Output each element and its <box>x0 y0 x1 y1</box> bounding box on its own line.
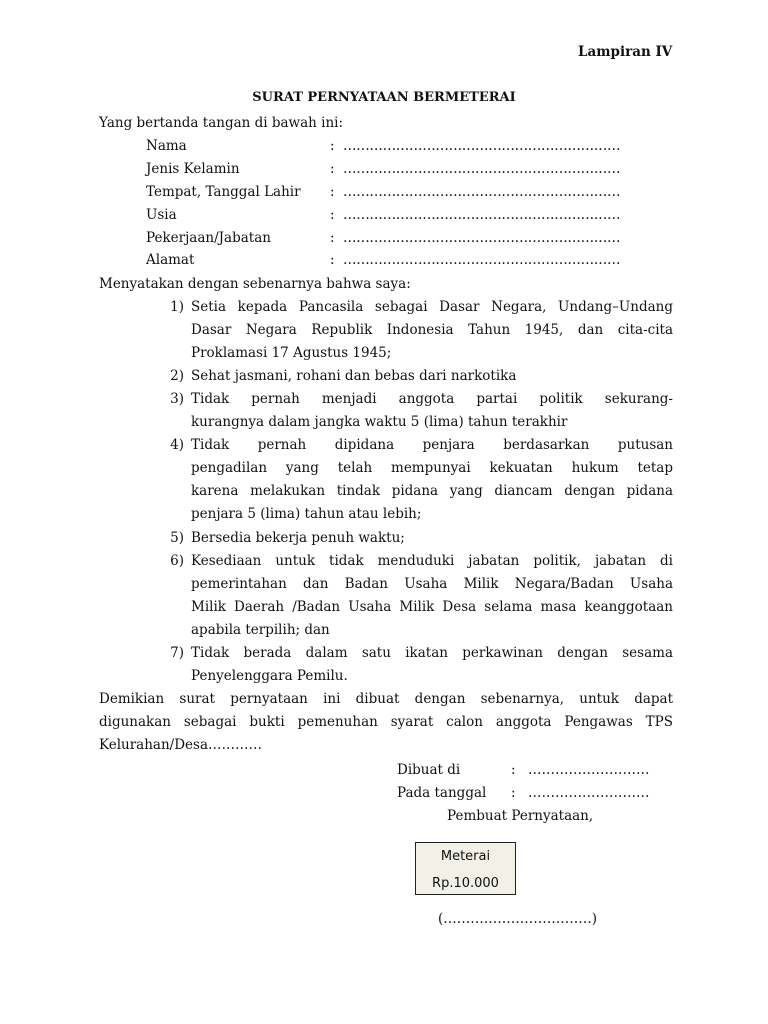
stamp-value: Rp.10.000 <box>432 876 499 891</box>
date-label: Pada tanggal <box>397 785 487 801</box>
statement-line: penjara 5 (lima) tahun atau lebih; <box>191 506 422 522</box>
date-field[interactable]: ……………………… <box>528 785 650 801</box>
field-label-pekerjaan-jabatan: Pekerjaan/Jabatan <box>146 230 271 246</box>
field-value-tempat-tanggal-lahir[interactable]: ……………………………………………………… <box>343 184 621 200</box>
attachment-label: Lampiran IV <box>578 44 673 60</box>
statement-number: 5) <box>170 530 184 546</box>
field-value-pekerjaan-jabatan[interactable]: ……………………………………………………… <box>343 230 621 246</box>
statement-line: Sehat jasmani, rohani dan bebas dari narkotika <box>191 368 517 384</box>
statement-line: Dasar Negara Republik Indonesia Tahun 1945, dan cita-cita <box>191 322 673 338</box>
statement-line: Tidak berada dalam satu ikatan perkawinan dengan sesama <box>191 645 673 661</box>
statement-number: 6) <box>170 553 184 569</box>
statement-line: karena melakukan tindak pidana yang diancam dengan pidana <box>191 483 673 499</box>
field-label-jenis-kelamin: Jenis Kelamin <box>146 161 240 177</box>
stamp-title: Meterai <box>440 849 491 864</box>
field-colon: : <box>330 161 335 177</box>
statement-line: Kesediaan untuk tidak menduduki jabatan politik, jabatan di <box>191 553 673 569</box>
closing-line: Kelurahan/Desa………… <box>99 737 263 753</box>
statement-intro: Menyatakan dengan sebenarnya bahwa saya: <box>99 276 411 292</box>
statement-line: Setia kepada Pancasila sebagai Dasar Negara, Undang–Undang <box>191 299 673 315</box>
statement-number: 1) <box>170 299 184 315</box>
statement-number: 7) <box>170 645 184 661</box>
statement-line: Penyelenggara Pemilu. <box>191 668 348 684</box>
statement-line: Tidak pernah dipidana penjara berdasarkan putusan <box>191 437 673 453</box>
place-label: Dibuat di <box>397 762 461 778</box>
field-value-alamat[interactable]: ……………………………………………………… <box>343 252 621 268</box>
field-value-nama[interactable]: ……………………………………………………… <box>343 138 621 154</box>
closing-line: digunakan sebagai bukti pemenuhan syarat calon anggota Pengawas TPS <box>99 714 673 730</box>
statement-line: pemerintahan dan Badan Usaha Milik Negara/Badan Usaha <box>191 576 673 592</box>
statement-line: Milik Daerah /Badan Usaha Milik Desa selama masa keanggotaan <box>191 599 673 615</box>
document-title: SURAT PERNYATAAN BERMETERAI <box>252 90 516 105</box>
field-value-jenis-kelamin[interactable]: ……………………………………………………… <box>343 161 621 177</box>
maker-label: Pembuat Pernyataan, <box>447 808 594 824</box>
statement-line: Bersedia bekerja penuh waktu; <box>191 530 405 546</box>
date-colon: : <box>511 785 516 801</box>
statement-number: 3) <box>170 391 184 407</box>
field-colon: : <box>330 230 335 246</box>
statement-number: 2) <box>170 368 184 384</box>
field-label-tempat-tanggal-lahir: Tempat, Tanggal Lahir <box>146 184 301 200</box>
field-colon: : <box>330 207 335 223</box>
statement-number: 4) <box>170 437 184 453</box>
place-colon: : <box>511 762 516 778</box>
intro-text: Yang bertanda tangan di bawah ini: <box>99 115 344 131</box>
field-label-alamat: Alamat <box>146 252 195 268</box>
closing-line: Demikian surat pernyataan ini dibuat dengan sebenarnya, untuk dapat <box>99 691 673 707</box>
field-colon: : <box>330 252 335 268</box>
signatory-name-field[interactable]: (……………………………) <box>438 911 598 927</box>
field-colon: : <box>330 138 335 154</box>
statement-line: kurangnya dalam jangka waktu 5 (lima) tahun terakhir <box>191 414 568 430</box>
field-value-usia[interactable]: ……………………………………………………… <box>343 207 621 223</box>
field-label-usia: Usia <box>146 207 177 223</box>
statement-line: apabila terpilih; dan <box>191 622 330 638</box>
field-label-nama: Nama <box>146 138 187 154</box>
statement-line: Proklamasi 17 Agustus 1945; <box>191 345 392 361</box>
statement-line: Tidak pernah menjadi anggota partai politik sekurang- <box>191 391 673 407</box>
stamp-box <box>415 842 516 895</box>
field-colon: : <box>330 184 335 200</box>
place-field[interactable]: ……………………… <box>528 762 650 778</box>
statement-line: pengadilan yang telah mempunyai kekuatan hukum tetap <box>191 460 673 476</box>
